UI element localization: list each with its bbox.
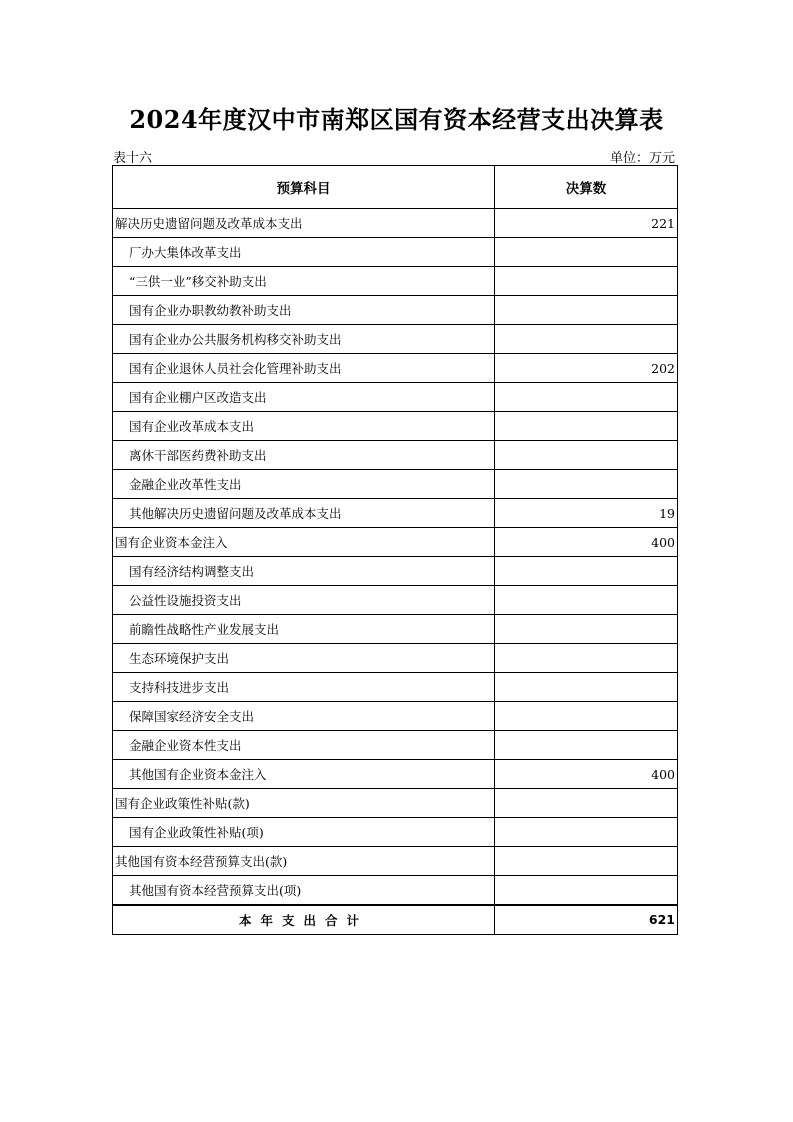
row-item-name: 金融企业资本性支出 bbox=[113, 731, 495, 760]
table-row bbox=[113, 760, 678, 789]
table-row bbox=[113, 586, 678, 615]
row-item-value bbox=[495, 673, 678, 702]
table-row bbox=[113, 673, 678, 702]
row-item-value: 221 bbox=[495, 209, 678, 238]
row-item-name: 保障国家经济安全支出 bbox=[113, 702, 495, 731]
row-item-value bbox=[495, 876, 678, 905]
total-value: 621 bbox=[495, 905, 678, 935]
row-item-name: 其他国有资本经营预算支出(项) bbox=[113, 876, 495, 905]
table-row bbox=[113, 209, 678, 238]
row-item-name: 国有经济结构调整支出 bbox=[113, 557, 495, 586]
table-row bbox=[113, 818, 678, 847]
row-item-value bbox=[495, 847, 678, 876]
row-item-value bbox=[495, 644, 678, 673]
row-item-name: 国有企业政策性补贴(款) bbox=[113, 789, 495, 818]
row-item-value bbox=[495, 470, 678, 499]
total-row bbox=[113, 905, 678, 935]
row-item-name: 其他国有企业资本金注入 bbox=[113, 760, 495, 789]
table-number: 表十六 bbox=[113, 151, 153, 166]
row-item-value: 202 bbox=[495, 354, 678, 383]
row-item-value: 400 bbox=[495, 760, 678, 789]
table-row bbox=[113, 847, 678, 876]
row-item-name: 公益性设施投资支出 bbox=[113, 586, 495, 615]
row-item-name: 国有企业改革成本支出 bbox=[113, 412, 495, 441]
row-item-name: 金融企业改革性支出 bbox=[113, 470, 495, 499]
table-header-row bbox=[113, 166, 678, 209]
unit-label: 单位：万元 bbox=[609, 151, 675, 166]
table-row bbox=[113, 325, 678, 354]
row-item-name: 其他国有资本经营预算支出(款) bbox=[113, 847, 495, 876]
row-item-value bbox=[495, 789, 678, 818]
row-item-name: 国有企业资本金注入 bbox=[113, 528, 495, 557]
row-item-value: 400 bbox=[495, 528, 678, 557]
table-row bbox=[113, 499, 678, 528]
table-row bbox=[113, 528, 678, 557]
row-item-value: 19 bbox=[495, 499, 678, 528]
header-amount: 决算数 bbox=[495, 166, 678, 209]
row-item-name: 国有企业政策性补贴(项) bbox=[113, 818, 495, 847]
table-row bbox=[113, 267, 678, 296]
table-row bbox=[113, 702, 678, 731]
table-row bbox=[113, 470, 678, 499]
row-item-value bbox=[495, 818, 678, 847]
row-item-name: 生态环境保护支出 bbox=[113, 644, 495, 673]
row-item-name: 国有企业办公共服务机构移交补助支出 bbox=[113, 325, 495, 354]
row-item-value bbox=[495, 296, 678, 325]
row-item-value bbox=[495, 325, 678, 354]
row-item-name: 支持科技进步支出 bbox=[113, 673, 495, 702]
row-item-name: 离休干部医药费补助支出 bbox=[113, 441, 495, 470]
total-label: 本年支出合计 bbox=[113, 905, 495, 935]
table-row bbox=[113, 876, 678, 905]
table-row bbox=[113, 615, 678, 644]
row-item-value bbox=[495, 383, 678, 412]
row-item-name: 国有企业办职教幼教补助支出 bbox=[113, 296, 495, 325]
row-item-name: 其他解决历史遗留问题及改革成本支出 bbox=[113, 499, 495, 528]
row-item-name: 前瞻性战略性产业发展支出 bbox=[113, 615, 495, 644]
row-item-name: 国有企业退休人员社会化管理补助支出 bbox=[113, 354, 495, 383]
table-row bbox=[113, 354, 678, 383]
table-row bbox=[113, 557, 678, 586]
row-item-value bbox=[495, 412, 678, 441]
row-item-name: 解决历史遗留问题及改革成本支出 bbox=[113, 209, 495, 238]
row-item-value bbox=[495, 702, 678, 731]
header-item: 预算科目 bbox=[113, 166, 495, 209]
row-item-value bbox=[495, 557, 678, 586]
row-item-value bbox=[495, 586, 678, 615]
table-row bbox=[113, 383, 678, 412]
row-item-value bbox=[495, 238, 678, 267]
table-row bbox=[113, 296, 678, 325]
table-row bbox=[113, 644, 678, 673]
row-item-name: “三供一业”移交补助支出 bbox=[113, 267, 495, 296]
row-item-value bbox=[495, 731, 678, 760]
table-row bbox=[113, 441, 678, 470]
row-item-value bbox=[495, 615, 678, 644]
table-body bbox=[113, 209, 678, 905]
table-row bbox=[113, 238, 678, 267]
table-row bbox=[113, 731, 678, 760]
row-item-name: 厂办大集体改革支出 bbox=[113, 238, 495, 267]
budget-table bbox=[112, 165, 678, 935]
table-row bbox=[113, 789, 678, 818]
table-row bbox=[113, 412, 678, 441]
document-title: 2024年度汉中市南郑区国有资本经营支出决算表 bbox=[129, 105, 664, 134]
row-item-value bbox=[495, 441, 678, 470]
row-item-name: 国有企业棚户区改造支出 bbox=[113, 383, 495, 412]
row-item-value bbox=[495, 267, 678, 296]
